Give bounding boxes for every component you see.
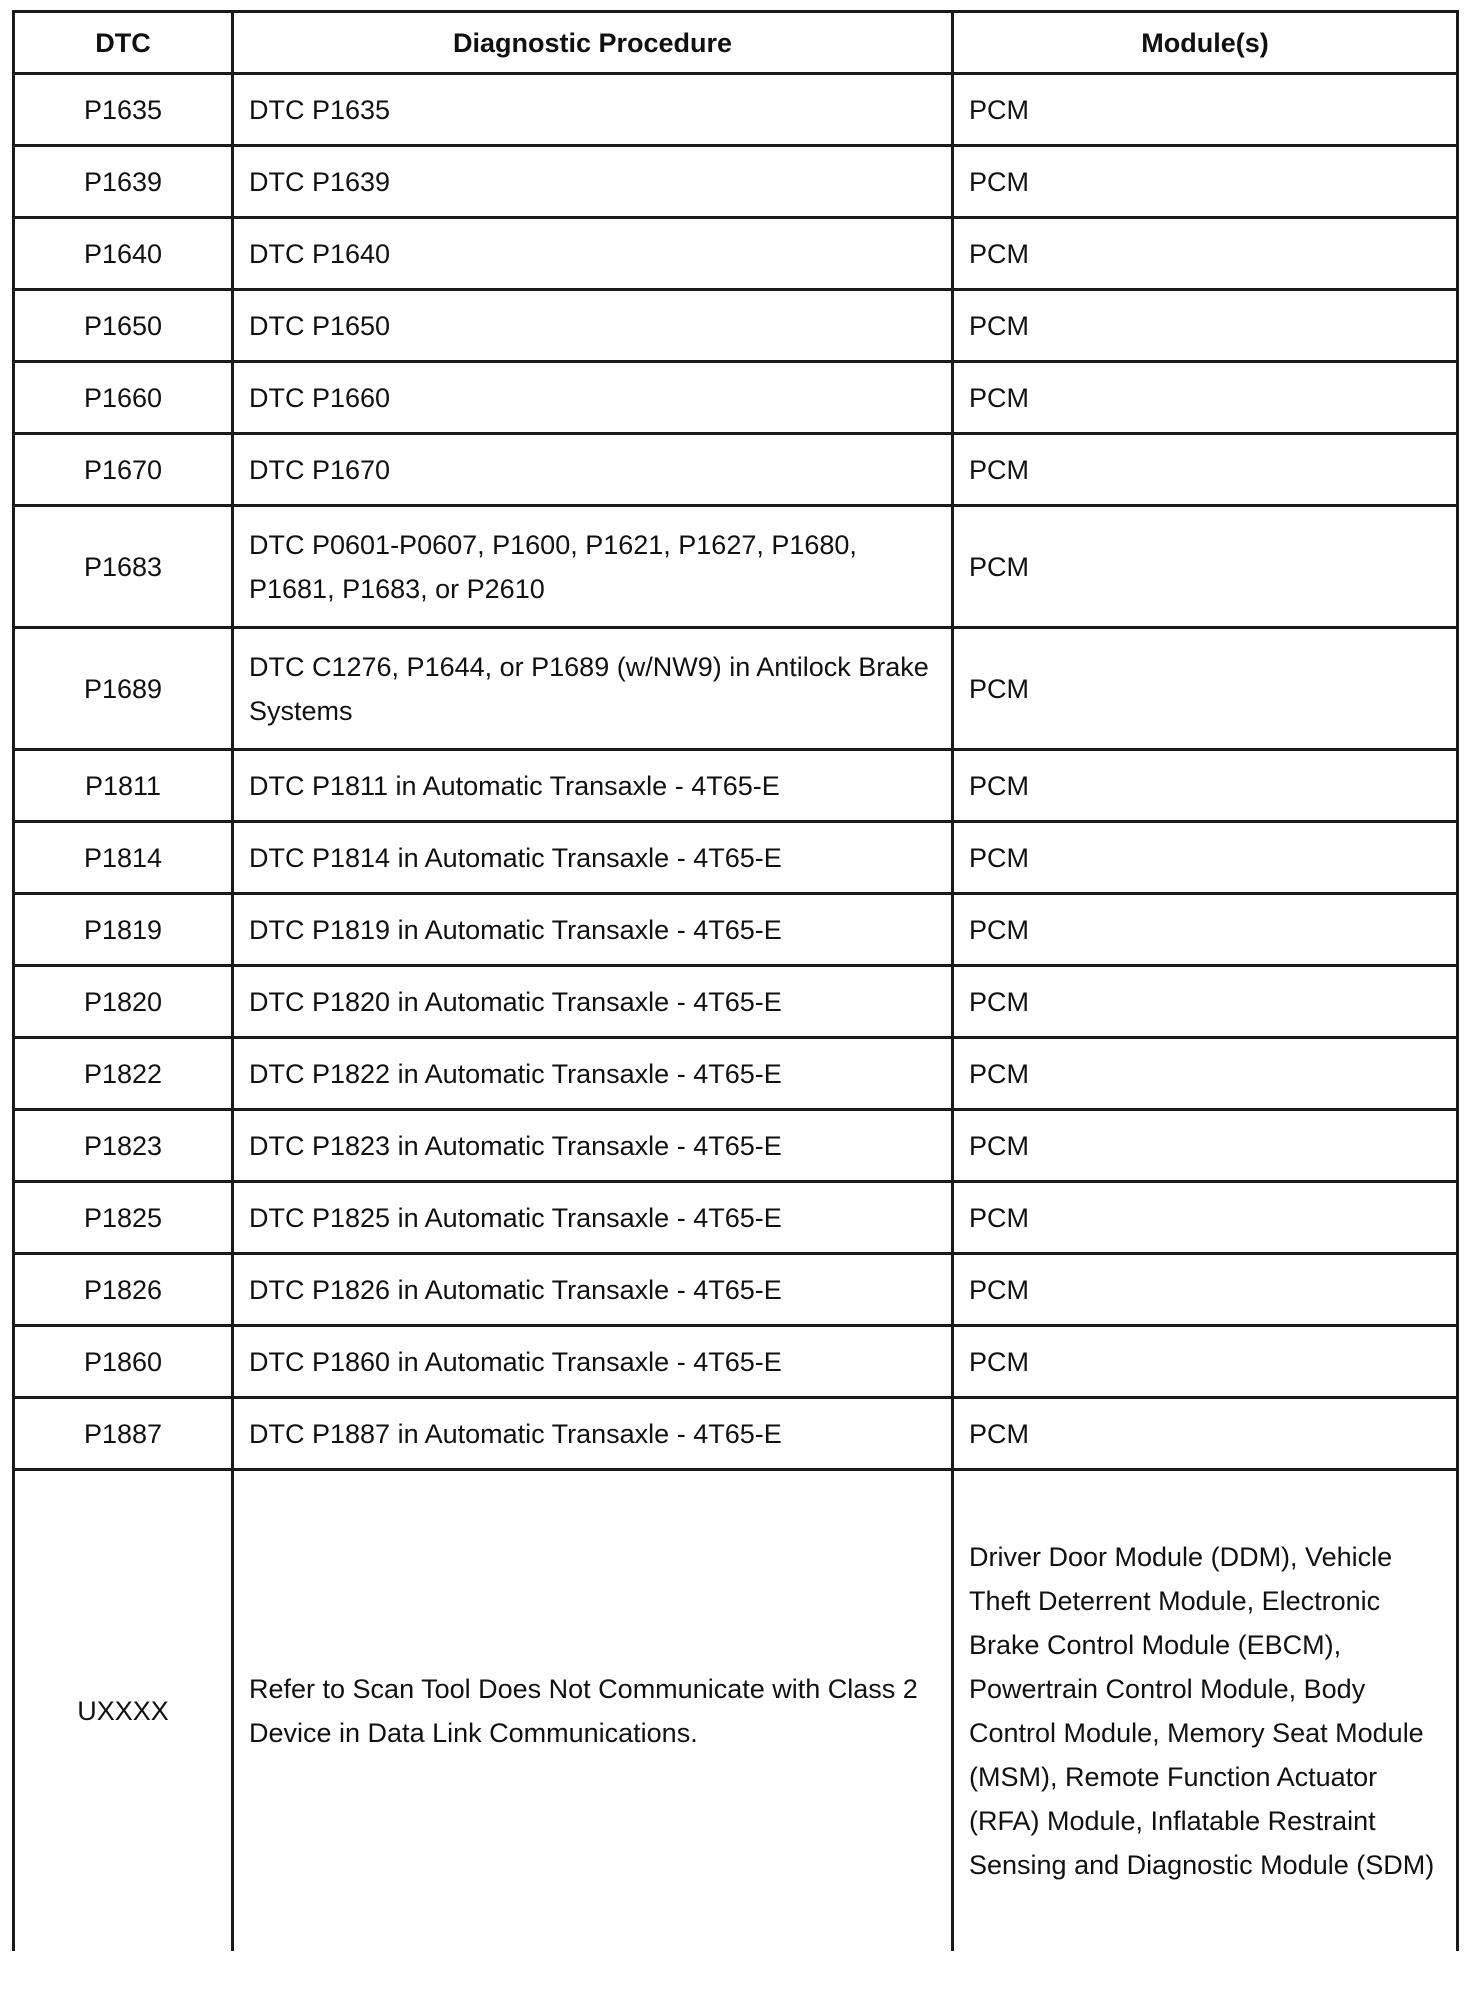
dtc-cell: P1814 bbox=[14, 822, 233, 894]
module-cell: PCM bbox=[953, 750, 1458, 822]
table-row bbox=[14, 290, 1458, 362]
dtc-cell: P1820 bbox=[14, 966, 233, 1038]
procedure-cell: DTC P1826 in Automatic Transaxle - 4T65-E bbox=[233, 1254, 953, 1326]
procedure-cell: DTC P1819 in Automatic Transaxle - 4T65-E bbox=[233, 894, 953, 966]
dtc-cell: P1670 bbox=[14, 434, 233, 506]
header-dtc: DTC bbox=[14, 12, 233, 74]
header-diagnostic-procedure: Diagnostic Procedure bbox=[233, 12, 953, 74]
procedure-cell: DTC P1660 bbox=[233, 362, 953, 434]
module-cell: PCM bbox=[953, 894, 1458, 966]
module-cell: PCM bbox=[953, 146, 1458, 218]
procedure-cell: DTC P1822 in Automatic Transaxle - 4T65-E bbox=[233, 1038, 953, 1110]
module-cell: PCM bbox=[953, 290, 1458, 362]
table-row bbox=[14, 1038, 1458, 1110]
procedure-cell: DTC P1814 in Automatic Transaxle - 4T65-E bbox=[233, 822, 953, 894]
procedure-cell: DTC P1640 bbox=[233, 218, 953, 290]
table-row bbox=[14, 146, 1458, 218]
table-row bbox=[14, 218, 1458, 290]
table-row bbox=[14, 362, 1458, 434]
table-row bbox=[14, 1182, 1458, 1254]
module-cell: PCM bbox=[953, 434, 1458, 506]
procedure-cell: DTC P0601-P0607, P1600, P1621, P1627, P1680, P1681, P1683, or P2610 bbox=[233, 506, 953, 628]
dtc-table-container bbox=[12, 10, 1456, 1951]
module-cell: PCM bbox=[953, 628, 1458, 750]
procedure-cell: Refer to Scan Tool Does Not Communicate with Class 2 Device in Data Link Communications. bbox=[233, 1470, 953, 1952]
table-row bbox=[14, 1470, 1458, 1952]
dtc-cell: P1860 bbox=[14, 1326, 233, 1398]
module-cell: PCM bbox=[953, 1398, 1458, 1470]
table-row bbox=[14, 1326, 1458, 1398]
dtc-cell: P1635 bbox=[14, 74, 233, 146]
module-cell: PCM bbox=[953, 362, 1458, 434]
table-row bbox=[14, 74, 1458, 146]
dtc-cell: P1822 bbox=[14, 1038, 233, 1110]
procedure-cell: DTC P1825 in Automatic Transaxle - 4T65-E bbox=[233, 1182, 953, 1254]
table-row bbox=[14, 1110, 1458, 1182]
dtc-cell: P1811 bbox=[14, 750, 233, 822]
table-row bbox=[14, 628, 1458, 750]
table-row bbox=[14, 1398, 1458, 1470]
procedure-cell: DTC P1650 bbox=[233, 290, 953, 362]
dtc-cell: P1823 bbox=[14, 1110, 233, 1182]
module-cell: PCM bbox=[953, 966, 1458, 1038]
table-row bbox=[14, 750, 1458, 822]
procedure-cell: DTC P1811 in Automatic Transaxle - 4T65-E bbox=[233, 750, 953, 822]
dtc-cell: P1826 bbox=[14, 1254, 233, 1326]
module-cell: PCM bbox=[953, 1326, 1458, 1398]
dtc-cell: P1819 bbox=[14, 894, 233, 966]
module-cell: Driver Door Module (DDM), Vehicle Theft Deterrent Module, Electronic Brake Control Module (EBCM), Powertrain Control Module, Body Control Module, Memory Seat Module (MSM), Remote Function Actuator (RFA) Module, Inflatable Restraint Sensing and Diagnostic Module (SDM) bbox=[953, 1470, 1458, 1952]
dtc-cell: P1650 bbox=[14, 290, 233, 362]
procedure-cell: DTC P1820 in Automatic Transaxle - 4T65-E bbox=[233, 966, 953, 1038]
table-row bbox=[14, 966, 1458, 1038]
module-cell: PCM bbox=[953, 1110, 1458, 1182]
procedure-cell: DTC C1276, P1644, or P1689 (w/NW9) in Antilock Brake Systems bbox=[233, 628, 953, 750]
table-header-row bbox=[14, 12, 1458, 74]
module-cell: PCM bbox=[953, 822, 1458, 894]
module-cell: PCM bbox=[953, 1254, 1458, 1326]
module-cell: PCM bbox=[953, 1182, 1458, 1254]
header-modules: Module(s) bbox=[953, 12, 1458, 74]
dtc-cell: P1683 bbox=[14, 506, 233, 628]
module-cell: PCM bbox=[953, 1038, 1458, 1110]
module-cell: PCM bbox=[953, 218, 1458, 290]
table-row bbox=[14, 822, 1458, 894]
table-row bbox=[14, 894, 1458, 966]
dtc-cell: UXXXX bbox=[14, 1470, 233, 1952]
table-row bbox=[14, 1254, 1458, 1326]
procedure-cell: DTC P1823 in Automatic Transaxle - 4T65-E bbox=[233, 1110, 953, 1182]
dtc-cell: P1689 bbox=[14, 628, 233, 750]
dtc-table bbox=[12, 10, 1459, 1951]
table-row bbox=[14, 434, 1458, 506]
procedure-cell: DTC P1670 bbox=[233, 434, 953, 506]
dtc-cell: P1639 bbox=[14, 146, 233, 218]
procedure-cell: DTC P1860 in Automatic Transaxle - 4T65-E bbox=[233, 1326, 953, 1398]
dtc-cell: P1825 bbox=[14, 1182, 233, 1254]
procedure-cell: DTC P1635 bbox=[233, 74, 953, 146]
table-row bbox=[14, 506, 1458, 628]
dtc-cell: P1887 bbox=[14, 1398, 233, 1470]
procedure-cell: DTC P1887 in Automatic Transaxle - 4T65-E bbox=[233, 1398, 953, 1470]
dtc-cell: P1640 bbox=[14, 218, 233, 290]
module-cell: PCM bbox=[953, 506, 1458, 628]
dtc-cell: P1660 bbox=[14, 362, 233, 434]
procedure-cell: DTC P1639 bbox=[233, 146, 953, 218]
module-cell: PCM bbox=[953, 74, 1458, 146]
